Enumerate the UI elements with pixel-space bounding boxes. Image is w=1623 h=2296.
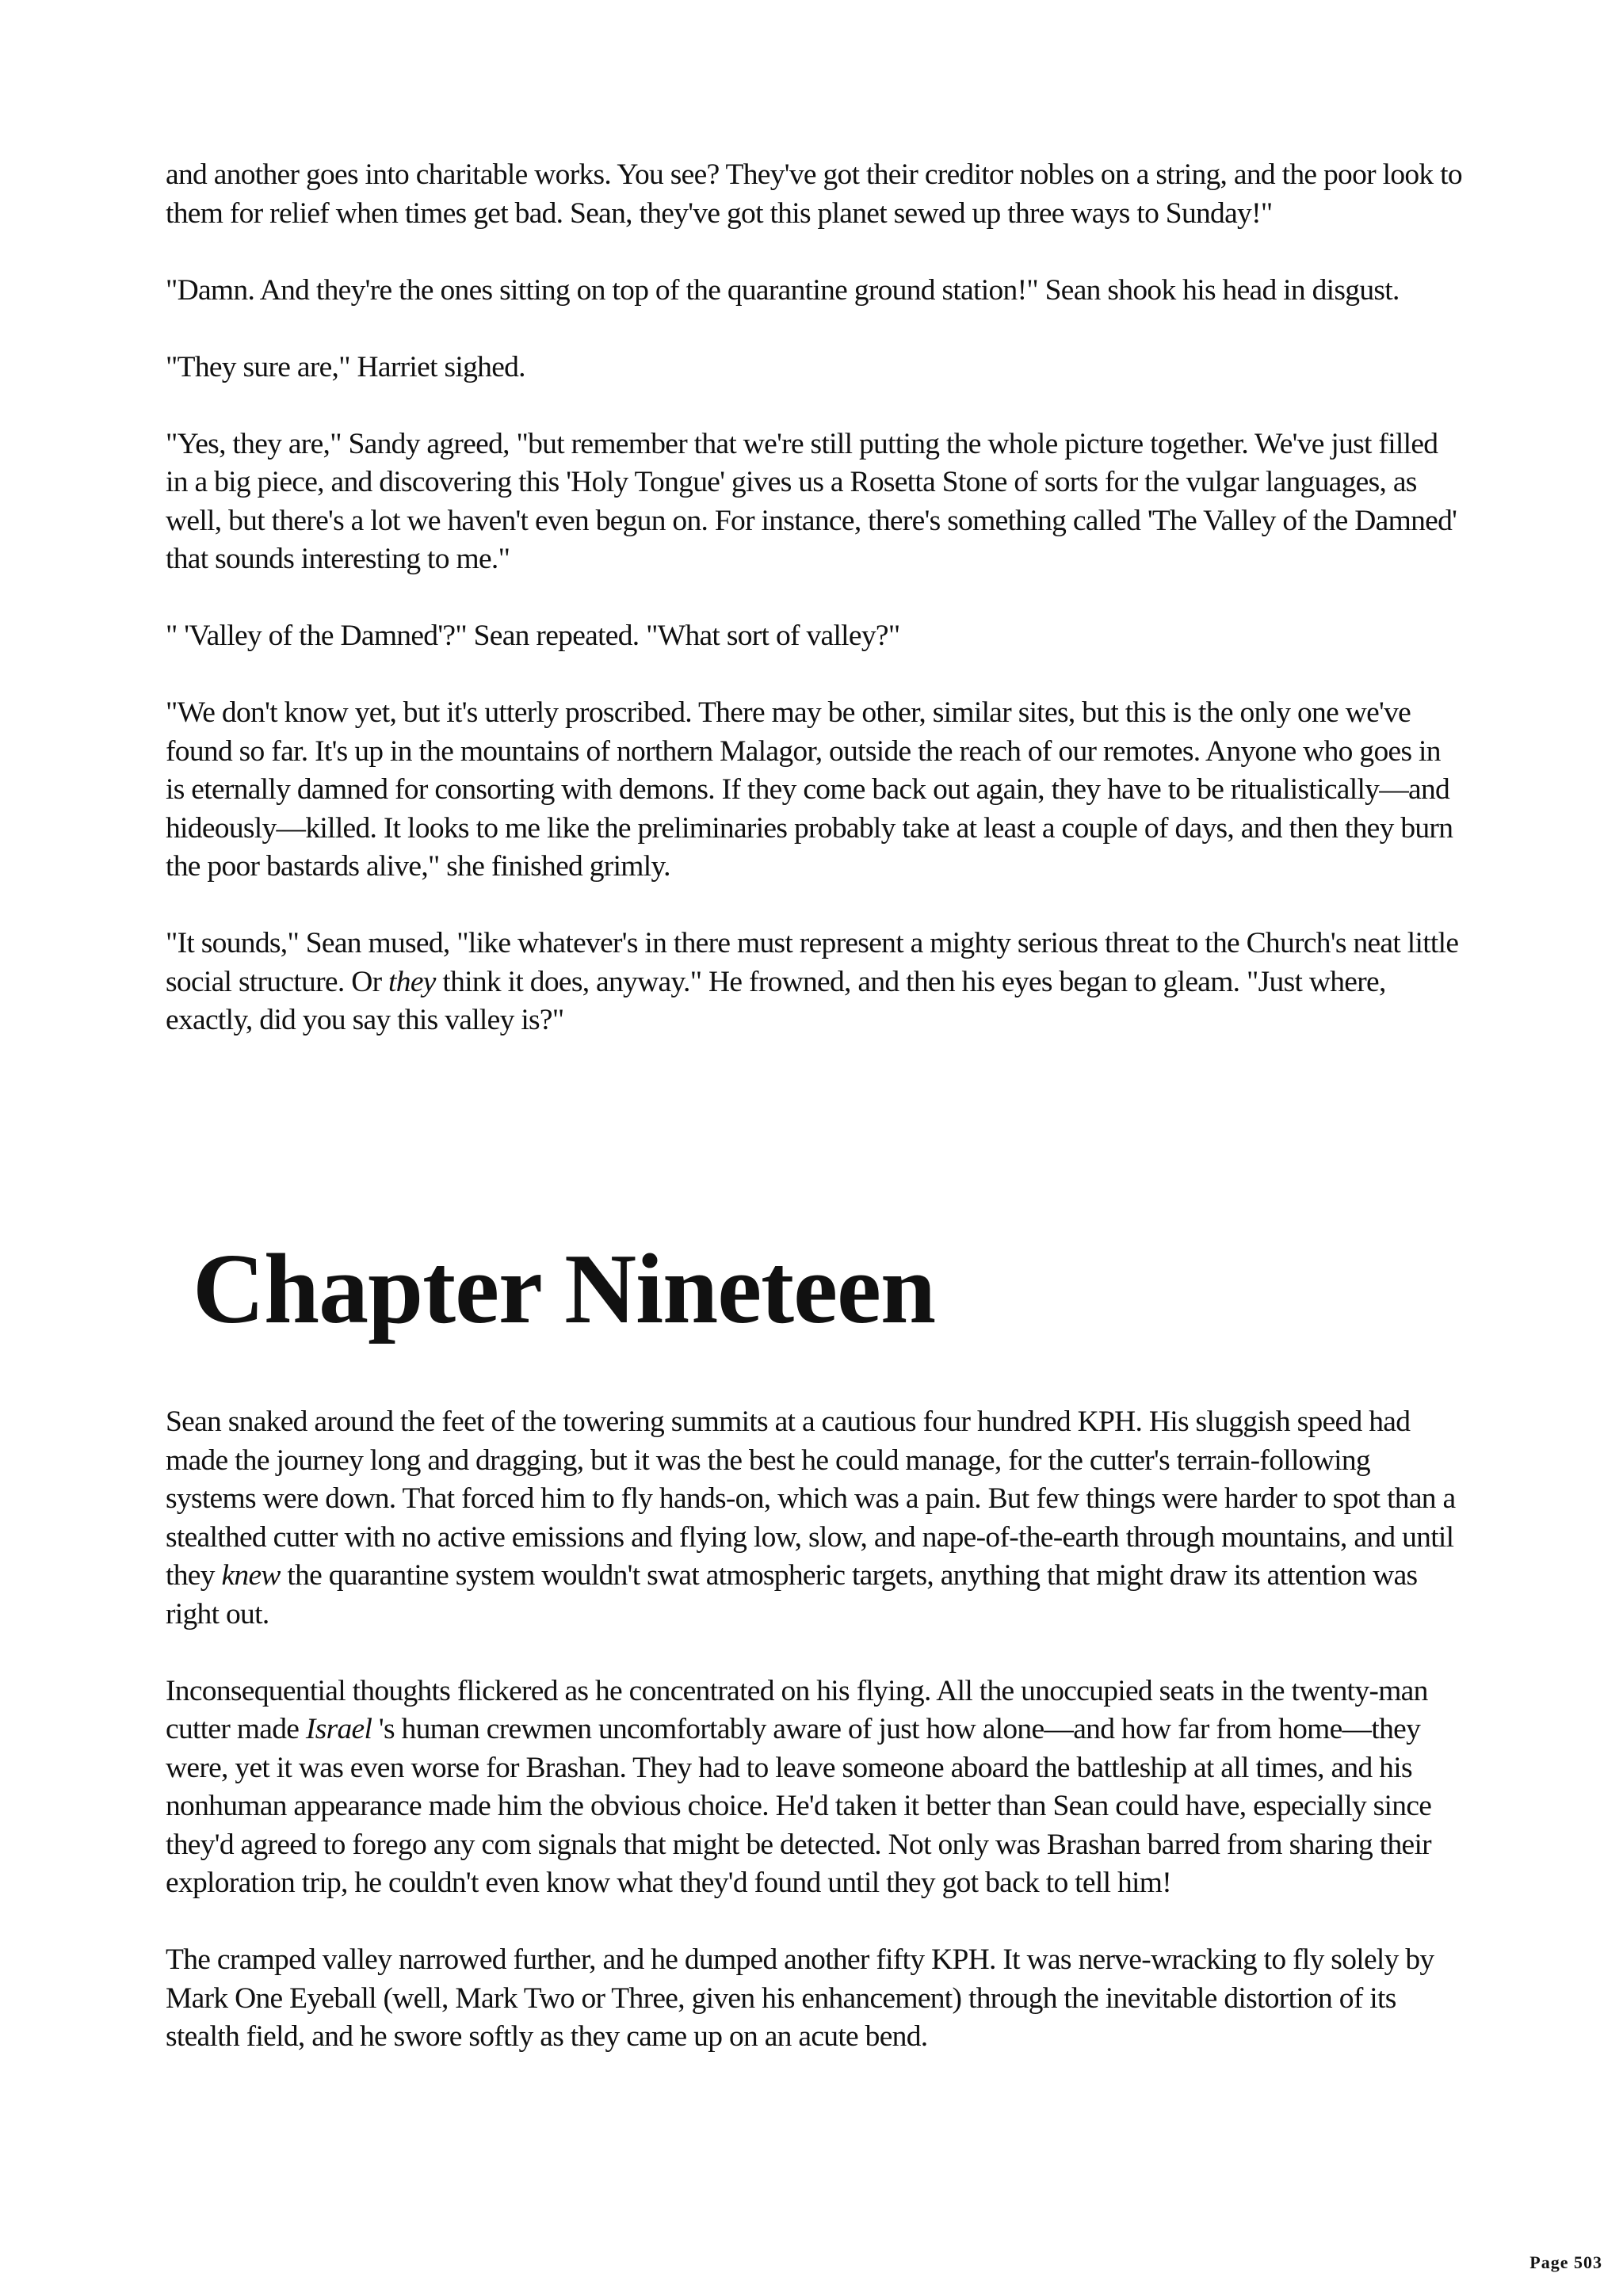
paragraph: "Damn. And they're the ones sitting on top of the quarantine ground station!" Sean shook his head in disgust. bbox=[166, 273, 1400, 307]
previous-chapter-text bbox=[166, 156, 1465, 1040]
chapter-body-text bbox=[166, 1403, 1465, 2057]
paragraph: "Yes, they are," Sandy agreed, "but remember that we're still putting the whole picture together. We've just filled in a big piece, and discovering this 'Holy Tongue' gives us a Rosetta Stone of sorts for the vulgar languages, as well, but there's a lot we haven't even begun on. For instance, there's something called 'The Valley of the Damned' that sounds interesting to me." bbox=[166, 427, 1457, 575]
paragraph: "We don't know yet, but it's utterly proscribed. There may be other, similar sites, but this is the only one we've found so far. It's up in the mountains of northern Malagor, outside the reach of our remotes. Anyone who goes in is eternally damned for consorting with demons. If they come back out again, they have to be ritualistically—and hideously—killed. It looks to me like the preliminaries probably take at least a couple of days, and then they burn the poor bastards alive," she finished grimly. bbox=[166, 696, 1453, 883]
paragraph: "They sure are," Harriet sighed. bbox=[166, 350, 525, 383]
paragraph: The cramped valley narrowed further, and he dumped another fifty KPH. It was nerve-wracking to fly solely by Mark One Eyeball (well, Mark Two or Three, given his enhancement) through the inevitable distortion of its stealth field, and he swore softly as they came up on an acute bend. bbox=[166, 1943, 1434, 2053]
paragraph: " 'Valley of the Damned'?" Sean repeated. "What sort of valley?" bbox=[166, 620, 900, 652]
emphasis-text: they bbox=[388, 965, 436, 998]
paragraph: Inconsequential thoughts flickered as he concentrated on his flying. All the unoccupied seats in the twenty-man cutter made Israel 's human crewmen uncomfortably aware of just how alone—and how far from home—they were, yet it was even worse for Brashan. They had to leave someone aboard the battleship at all times, and his nonhuman appearance made him the obvious choice. He'd taken it better than Sean could have, especially since they'd agreed to forego any com signals that might be detected. Not only was Brashan barred from sharing their exploration trip, he couldn't even know what they'd found until they got back to tell him! bbox=[166, 1674, 1432, 1899]
paragraph: Sean snaked around the feet of the towering summits at a cautious four hundred KPH. His sluggish speed had made the journey long and dragging, but it was the best he could manage, for the cutter's terrain-following systems were down. That forced him to fly hands-on, which was a pain. But few things were harder to spot than a stealthed cutter with no active emissions and flying low, slow, and nape-of-the-earth through mountains, and until they knew the quarantine system wouldn't swat atmospheric targets, anything that might draw its attention was right out. bbox=[166, 1405, 1456, 1630]
chapter-title: Chapter Nineteen bbox=[193, 1234, 936, 1344]
emphasis-text: Israel bbox=[305, 1713, 372, 1745]
paragraph: and another goes into charitable works. You see? They've got their creditor nobles on a string, and the poor look to them for relief when times get bad. Sean, they've got this planet sewed up three ways to Sunday!" bbox=[166, 158, 1462, 230]
page-number: Page 503 bbox=[1529, 2252, 1602, 2272]
paragraph: "It sounds," Sean mused, "like whatever's in there must represent a mighty serious threat to the Church's neat little social structure. Or they think it does, anyway." He frowned, and then his eyes began to gleam. "Just where, exactly, did you say this valley is?" bbox=[166, 927, 1459, 1036]
emphasis-text: knew bbox=[221, 1559, 281, 1592]
